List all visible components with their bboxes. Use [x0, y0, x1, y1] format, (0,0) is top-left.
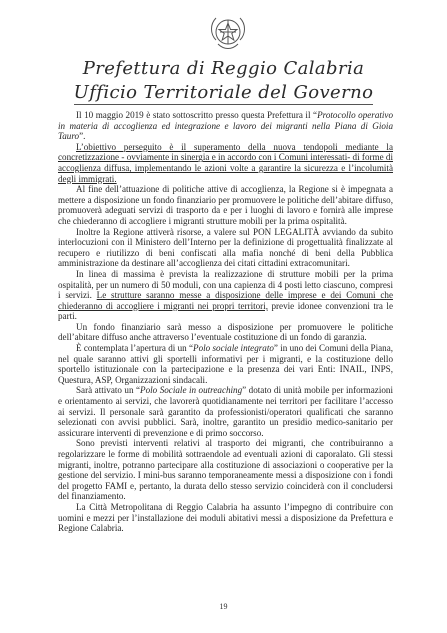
- paragraph-text: In linea di massima è prevista la realizzazione di strutture mobili per la prima ospitalità, per un numero di 50 moduli, con una capienza di 4 posti letto ciascuno, compresi i servizi.: [58, 268, 393, 301]
- protocol-title: Protocollo operativo in materia di accoglienza ed integrazione e lavoro dei migranti nella Piana di Gioia Tauro: [58, 110, 394, 142]
- italic-term: Polo Sociale in outreaching: [140, 385, 243, 396]
- paragraph-text: Sarà attivato un “: [76, 385, 141, 396]
- paragraph-region-commitment: Al fine dell’attuazione di politiche attive di accoglienza, la Regione si è impegnata a mettere a disposizione un fondo finanziario per promuovere le politiche dell’abitare diffuso, promuoverà adeguati servizi di trasporto da e per i luoghi di lavoro e fornirà alle imprese che chiederanno di accogliere i migranti strutture mobili per la prima ospitalità.: [58, 184, 393, 226]
- paragraph-pon-legalita: Inoltre la Regione attiverà risorse, a valere sul PON LEGALITÀ avviando da subito interlocuzioni con il Ministero dell’Interno per la definizione di progettualità finalizzate al recupero e riutilizzo di beni confiscati alla mafia nonché di beni della Pubblica amministrazione da destinare all’accoglienza dei citati cittadini extracomunitari.: [58, 226, 393, 269]
- paragraph-text: ” dotato di unità mobile per informazioni e orientamento ai servizi, che lavorerà quotidianamente nei territori per facilitare l’accesso ai servizi. Il personale sarà garantito da professionisti/operatori qualificati che saranno selezionati con avvisi pubblici. Sarà, inoltre, garantito un presidio medico-sanitario per assicurare interventi di prevenzione e di primo soccorso.: [58, 385, 393, 438]
- paragraph-text: È contemplata l’apertura di un “: [76, 343, 194, 354]
- page-number: 19: [219, 602, 228, 611]
- header-subtitle: [0, 82, 447, 103]
- paragraph-mobile-structures: [58, 269, 393, 322]
- paragraph-transport: Sono previsti interventi relativi al trasporto dei migranti, che contribuiranno a regolarizzare le forme di mobilità sottraendole ad eventuali azioni di caporalato. Gli stessi migranti, inoltre, potranno partecipare alla costituzione di associazioni o cooperative per la gestione del servizio. I mini-bus saranno temporaneamente messi a disposizione con i fondi del progetto FAMI e, pertanto, la durata dello stesso servizio coinciderà con il concludersi del finanziamento.: [58, 438, 393, 502]
- paragraph-text: Il 10 maggio 2019 è stato sottoscritto presso questa Prefettura il “: [76, 110, 318, 120]
- paragraph-text: ”.: [79, 131, 86, 142]
- paragraph-polo-sociale: [58, 343, 393, 385]
- header-subtitle-text: Ufficio Territoriale del Governo: [73, 82, 374, 103]
- italian-republic-emblem-icon: [206, 10, 250, 54]
- paragraph-financial-fund: Un fondo finanziario sarà messo a disposizione per promuovere le politiche dell’abitare diffuso anche attraverso l’eventuale costituzione di un fondo di garanzia.: [58, 321, 393, 343]
- paragraph-outreaching: [58, 385, 393, 438]
- italic-term: Polo sociale integrato: [193, 343, 274, 354]
- paragraph-metropolitan-city: La Città Metropolitana di Reggio Calabria ha assunto l’impegno di contribuire con uomini e mezzi per l’installazione dei moduli abitativi messi a disposizione da Prefettura e Regione Calabria.: [58, 501, 393, 534]
- header-title: Prefettura di Reggio Calabria: [82, 58, 365, 79]
- paragraph-text: ” in uno dei Comuni della Piana, nel quale saranno attivi gli sportelli informativi per i migranti, e la costituzione dello sportello istituzionale con la partecipazione e la presenza dei vari Enti: INAIL, INPS, Questura, ASP, Organizzazioni sindacali.: [58, 343, 393, 385]
- paragraph-objective: L’obiettivo perseguito è il superamento della nuova tendopoli mediante la concretizzazione - ovviamente in sinergia e in accordo con i Comuni interessati- di forme di accoglienza diffusa, implementando le azioni volte a garantire la sicurezza e l’incolumità degli immigrati.: [58, 141, 393, 184]
- paragraph-text: previe idonee convenzioni tra le parti.: [58, 300, 393, 322]
- document-body: [58, 110, 393, 534]
- underlined-text: Le strutture saranno messe a disposizione delle imprese e dei Comuni che chiederanno di accogliere i migranti nei propri territori,: [58, 290, 393, 311]
- paragraph-protocol: [58, 110, 393, 142]
